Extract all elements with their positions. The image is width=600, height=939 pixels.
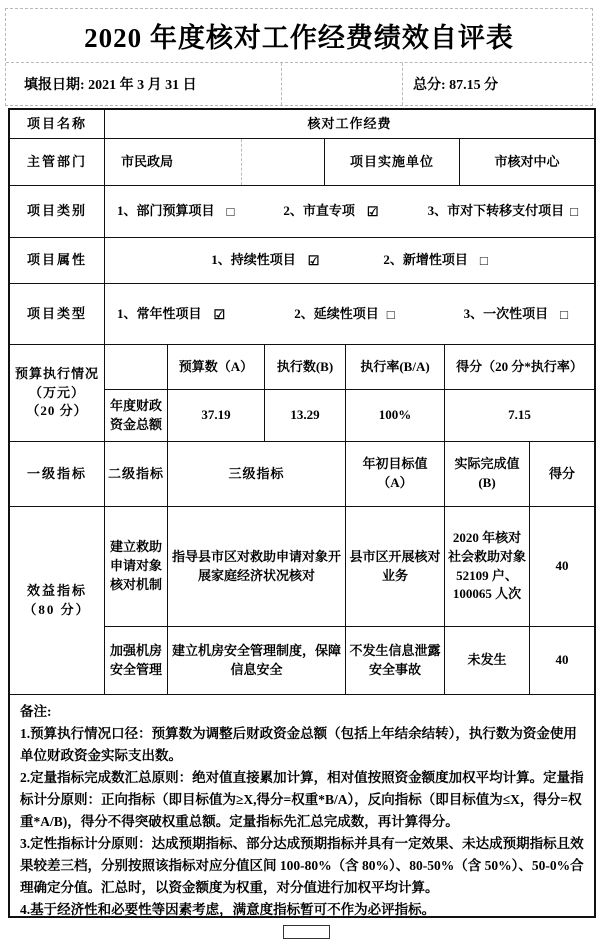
category-options xyxy=(105,202,594,221)
category-option xyxy=(283,202,378,221)
header-meta-row xyxy=(6,63,592,105)
ptype-label: 项目类型 xyxy=(10,284,105,344)
option-label: 2、市直专项 xyxy=(283,203,355,219)
row-attribute xyxy=(10,238,594,284)
header-level1: 一级指标 xyxy=(10,442,105,506)
indicator-header-row xyxy=(10,442,594,507)
ptype-option xyxy=(117,305,225,324)
ptype-option xyxy=(294,305,394,324)
budget-value-rate: 100% xyxy=(346,390,445,441)
benefit-label-line1: 效益指标 xyxy=(26,582,87,598)
dept-empty-cell xyxy=(242,139,325,185)
header-level3: 三级指标 xyxy=(168,442,346,506)
budget-header-score: 得分（20 分*执行率） xyxy=(456,358,583,374)
notes-cell xyxy=(10,695,594,916)
benefit-row-2 xyxy=(105,627,594,694)
benefit1-level3: 指导县市区对救助申请对象开展家庭经济状况核对 xyxy=(168,507,346,626)
row-ptype xyxy=(10,284,594,345)
impl-unit-value: 市核对中心 xyxy=(494,153,560,169)
budget-header-b: 执行数(B) xyxy=(265,345,346,389)
report-date: 填报日期: 2021 年 3 月 31 日 xyxy=(6,63,282,105)
benefit-grid xyxy=(105,507,594,694)
evaluation-table xyxy=(8,108,596,918)
benefit2-level2: 加强机房安全管理 xyxy=(105,627,168,694)
benefit2-actual: 未发生 xyxy=(445,627,530,694)
checkbox-checked-icon: ☑ xyxy=(307,253,320,268)
dept-label: 主管部门 xyxy=(10,139,105,185)
checkbox-unchecked-icon: □ xyxy=(560,306,568,322)
benefit-row-1 xyxy=(105,507,594,627)
header-empty-cell xyxy=(282,63,403,105)
budget-header-a: 预算数（A） xyxy=(168,345,265,389)
benefit2-target: 不发生信息泄露安全事故 xyxy=(346,627,445,694)
row-project-name xyxy=(10,110,594,139)
section-benefit xyxy=(10,507,594,695)
project-name-value: 核对工作经费 xyxy=(307,115,392,131)
dept-value: 市民政局 xyxy=(105,139,242,185)
attribute-option xyxy=(383,251,487,270)
attribute-options-cell xyxy=(105,238,594,283)
benefit2-score: 40 xyxy=(555,652,569,668)
benefit1-level2: 建立救助申请对象核对机制 xyxy=(105,507,168,626)
option-label: 3、一次性项目 xyxy=(463,305,549,321)
ptype-options xyxy=(105,305,594,324)
option-label: 1、常年性项目 xyxy=(117,305,202,321)
budget-value-score: 7.15 xyxy=(508,407,531,423)
page-title: 2020 年度核对工作经费绩效自评表 xyxy=(6,9,592,63)
note-item-1: 1.预算执行情况口径：预算数为调整后财政资金总额（包括上年结余结转），执行数为资金使用单位财政资金实际支出数。 xyxy=(20,726,577,763)
benefit-label-line2: （80 分） xyxy=(23,601,91,617)
checkbox-checked-icon: ☑ xyxy=(366,204,379,219)
section-budget xyxy=(10,345,594,442)
checkbox-unchecked-icon: □ xyxy=(386,306,395,322)
checkbox-unchecked-icon: □ xyxy=(570,204,578,219)
form-header xyxy=(5,8,593,106)
budget-value-b: 13.29 xyxy=(265,390,346,441)
notes-title: 备注: xyxy=(20,704,52,719)
note-item-2: 2.定量指标完成数汇总原则：绝对值直接累加计算，相对值按照资金额度加权平均计算。定量指标计分原则：正向指标（即目标值为≥X,得分=权重*B/A），反向指标（即目标值为≤X，得分=权重*A/B)，得分不得突破权重总额。定量指标先汇总完成数，再计算得分。 xyxy=(20,770,584,829)
budget-header-empty xyxy=(105,345,168,389)
impl-unit-label: 项目实施单位 xyxy=(325,139,460,185)
benefit1-actual: 2020 年核对社会救助对象 52109 户、100065 人次 xyxy=(445,507,530,626)
ptype-options-cell xyxy=(105,284,594,344)
benefit-label xyxy=(10,507,105,694)
total-score: 总分: 87.15 分 xyxy=(413,78,499,93)
budget-header-row xyxy=(105,345,594,390)
checkbox-unchecked-icon: □ xyxy=(226,204,235,219)
category-option xyxy=(117,202,234,221)
category-label: 项目类别 xyxy=(10,186,105,237)
header-level2: 二级指标 xyxy=(105,442,168,506)
notes-row xyxy=(10,695,594,916)
budget-label-line3: （20 分） xyxy=(26,403,88,419)
budget-row-label: 年度财政资金总额 xyxy=(105,390,168,441)
header-actual: 实际完成值(B) xyxy=(445,442,530,506)
checkbox-checked-icon: ☑ xyxy=(213,306,226,322)
note-item-4: 4.基于经济性和必要性等因素考虑，满意度指标暂可不作为必评指标。 xyxy=(20,902,436,917)
budget-label-line1: 预算执行情况 xyxy=(14,365,99,381)
row-dept xyxy=(10,139,594,186)
budget-header-rate: 执行率(B/A) xyxy=(346,345,445,389)
option-label: 2、新增性项目 xyxy=(383,252,468,268)
benefit2-level3: 建立机房安全管理制度，保障信息安全 xyxy=(168,627,346,694)
row-category xyxy=(10,186,594,238)
attribute-label: 项目属性 xyxy=(10,238,105,283)
header-score: 得分 xyxy=(548,465,575,481)
header-target: 年初目标值（A） xyxy=(346,442,445,506)
option-label: 2、延续性项目 xyxy=(294,305,379,321)
budget-label-line2: （万元） xyxy=(28,384,85,400)
option-label: 1、持续性项目 xyxy=(211,252,296,268)
page-footer-box xyxy=(283,925,330,939)
benefit1-target: 县市区开展核对业务 xyxy=(346,507,445,626)
budget-data-row xyxy=(105,390,594,441)
category-option xyxy=(428,202,578,221)
budget-grid xyxy=(105,345,594,441)
note-item-3: 3.定性指标计分原则：达成预期指标、部分达成预期指标并具有一定效果、未达成预期指标且效果较差三档，分别按照该指标对应分值区间 100-80%（含 80%）、80-50%（含 50%）、50-0%合理确定分值。汇总时，以资金额度为权重，对分值进行加权平均计算。 xyxy=(20,836,584,895)
budget-label xyxy=(10,345,105,441)
checkbox-unchecked-icon: □ xyxy=(479,253,488,268)
ptype-option xyxy=(464,305,568,324)
benefit1-score: 40 xyxy=(555,558,569,574)
option-label: 3、市对下转移支付项目 xyxy=(427,203,565,219)
option-label: 1、部门预算项目 xyxy=(117,203,215,219)
attribute-options xyxy=(105,251,594,270)
category-options-cell xyxy=(105,186,594,237)
project-name-label: 项目名称 xyxy=(10,110,105,138)
attribute-option xyxy=(211,251,319,270)
budget-value-a: 37.19 xyxy=(168,390,265,441)
